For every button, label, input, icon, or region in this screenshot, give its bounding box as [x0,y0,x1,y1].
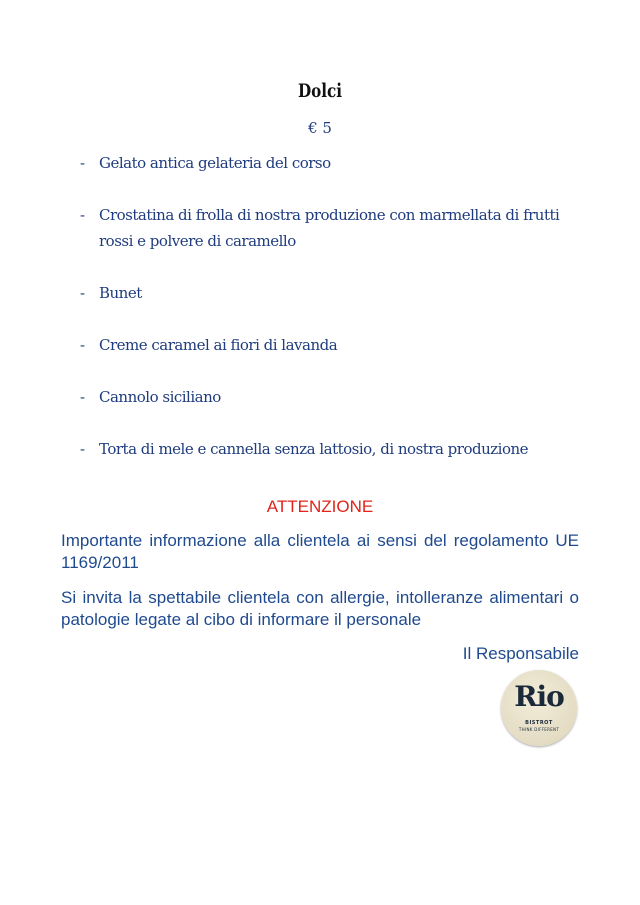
menu-title: Dolci [297,80,343,102]
menu-price: € 5 [308,119,332,137]
dessert-list [80,150,580,488]
item-text: Creme caramel ai fiori di lavanda [99,336,338,354]
rio-bistrot-logo [501,670,577,746]
logo-tagline-bistrot: BISTROT [525,720,553,726]
signature: Il Responsabile [462,644,579,663]
list-item [80,436,580,462]
item-text: Torta di mele e cannella senza lattosio, di nostra produzione [99,440,529,458]
list-item [80,150,580,176]
logo-word: Rio [514,680,564,713]
bullet: - [80,206,85,224]
item-text: Gelato antica gelateria del corso [99,154,331,172]
list-item [80,280,580,306]
notice-paragraph-regulation: Importante informazione alla clientela ai sensi del regolamento UE 1169/2011 [61,531,579,572]
bullet: - [80,440,85,458]
logo-tagline-think: THINK DIFFERENT [518,727,560,732]
bullet: - [80,284,85,302]
list-item [80,332,580,358]
bullet: - [80,154,85,172]
item-text: Crostatina di frolla di nostra produzione con marmellata di frutti rossi e polvere di caramello [99,206,560,250]
warning-heading: ATTENZIONE [266,497,374,516]
bullet: - [80,388,85,406]
notice-paragraph-allergies: Si invita la spettabile clientela con allergie, intolleranze alimentari o patologie legate al cibo di informare il personale [61,588,579,629]
item-text: Bunet [99,284,142,302]
list-item [80,202,580,254]
list-item [80,384,580,410]
item-text: Cannolo siciliano [99,388,221,406]
bullet: - [80,336,85,354]
